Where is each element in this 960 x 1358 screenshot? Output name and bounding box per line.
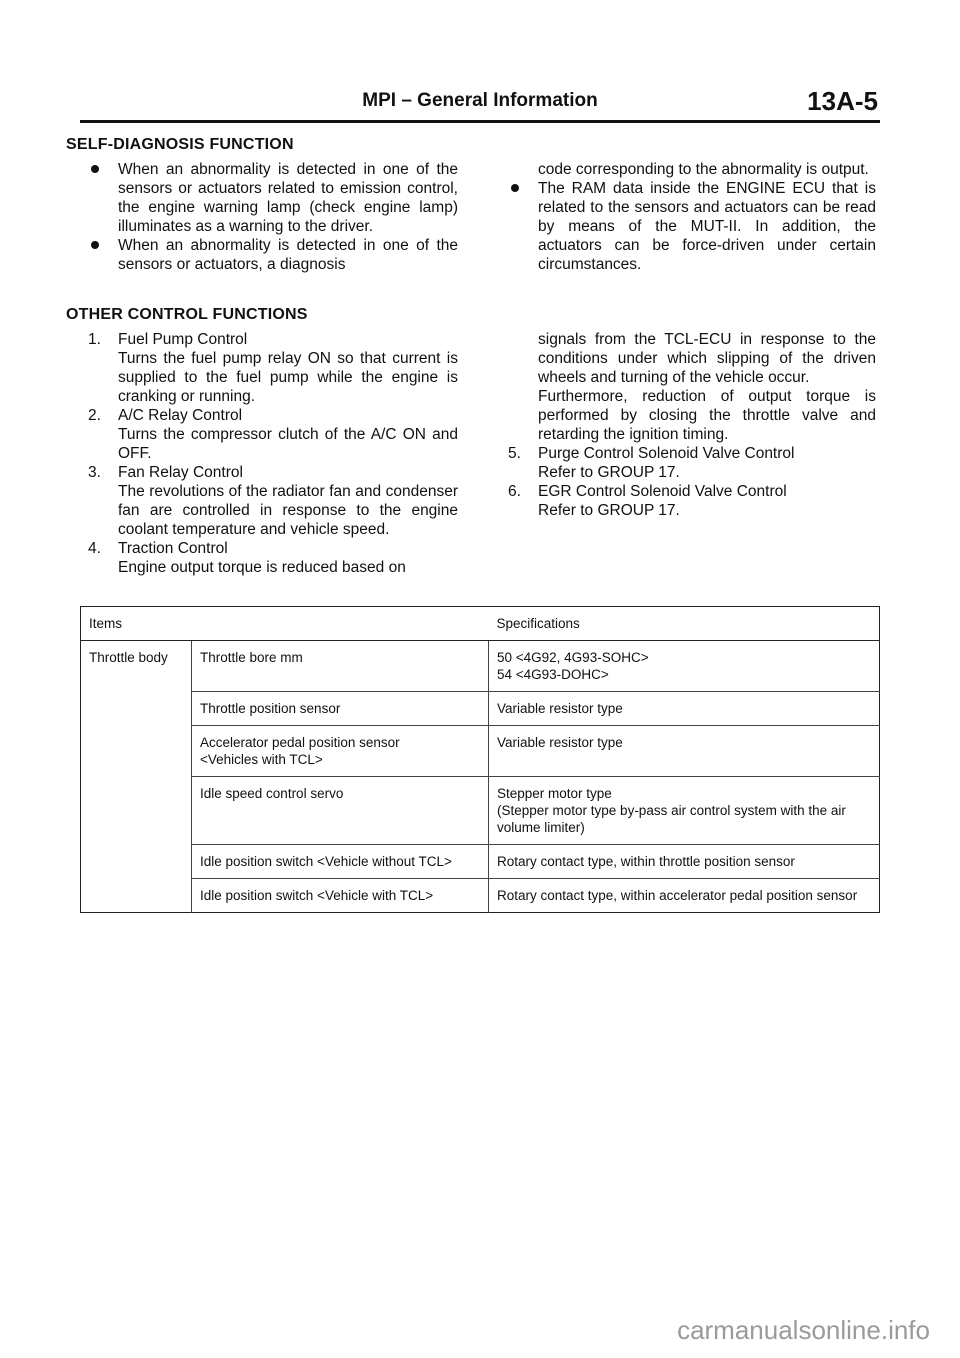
item-cell: Idle position switch <Vehicle with TCL> bbox=[192, 879, 489, 913]
bullet-dot-icon bbox=[511, 184, 519, 192]
continued-text: code corresponding to the abnormality is output. bbox=[538, 161, 869, 178]
numbered-item bbox=[80, 463, 458, 539]
group-throttle-body: Throttle body bbox=[81, 641, 192, 913]
table-row bbox=[81, 777, 880, 845]
item-title: Purge Control Solenoid Valve Control bbox=[538, 445, 795, 462]
item-body: Refer to GROUP 17. bbox=[538, 502, 680, 519]
header-items: Items bbox=[81, 607, 489, 641]
spec-cell: 50 <4G92, 4G93-SOHC> 54 <4G93-DOHC> bbox=[489, 641, 880, 692]
self-diagnosis-left-column bbox=[80, 160, 458, 274]
other-control-heading: OTHER CONTROL FUNCTIONS bbox=[66, 306, 308, 323]
header-specifications: Specifications bbox=[489, 607, 880, 641]
self-diagnosis-right-column bbox=[500, 160, 876, 274]
spec-cell: Rotary contact type, within accelerator pedal position sensor bbox=[497, 888, 858, 903]
spec-cell: Variable resistor type bbox=[489, 692, 880, 726]
item-cell: Idle position switch <Vehicle without TCL> bbox=[192, 845, 489, 879]
numbered-item bbox=[80, 539, 458, 577]
watermark: carmanualsonline.info bbox=[677, 1315, 930, 1345]
furthermore-text: Furthermore, reduction of output torque is performed by closing the throttle valve and retarding the ignition timing. bbox=[538, 388, 876, 443]
other-control-left-column bbox=[80, 330, 458, 577]
bullet-dot-icon bbox=[91, 241, 99, 249]
item-body: Engine output torque is reduced based on bbox=[118, 559, 406, 576]
item-number: 4. bbox=[88, 540, 101, 557]
item-cell: Idle speed control servo bbox=[192, 777, 489, 845]
bullet-text: The RAM data inside the ENGINE ECU that is related to the sensors and actuators can be read by means of the MUT-II. In addition, the actuators can be force-driven under certain circumstances. bbox=[538, 180, 876, 273]
item-number: 1. bbox=[88, 331, 101, 348]
item-body: Turns the compressor clutch of the A/C ON and OFF. bbox=[118, 426, 458, 462]
table-header-row bbox=[81, 607, 880, 641]
item-cell: Throttle bore mm bbox=[192, 641, 489, 692]
bullet-text: When an abnormality is detected in one of the sensors or actuators related to emission control, the engine warning lamp (check engine lamp) illuminates as a warning to the driver. bbox=[118, 161, 458, 235]
item-number: 5. bbox=[508, 445, 521, 462]
page-number: 13A-5 bbox=[807, 86, 878, 116]
page-title: MPI – General Information bbox=[362, 90, 598, 111]
item-number: 6. bbox=[508, 483, 521, 500]
item-cell: Throttle position sensor bbox=[192, 692, 489, 726]
bullet-text: When an abnormality is detected in one of the sensors or actuators, a diagnosis bbox=[118, 237, 458, 273]
spec-cell: Variable resistor type bbox=[489, 726, 880, 777]
item-number: 2. bbox=[88, 407, 101, 424]
self-diagnosis-heading: SELF-DIAGNOSIS FUNCTION bbox=[66, 136, 294, 153]
item-body: The revolutions of the radiator fan and condenser fan are controlled in response to the engine coolant temperature and vehicle speed. bbox=[118, 483, 458, 538]
item-title: Fan Relay Control bbox=[118, 464, 243, 481]
continued-text: signals from the TCL-ECU in response to the conditions under which slipping of the driven wheels and turning of the vehicle occur. bbox=[538, 331, 876, 386]
numbered-item bbox=[80, 406, 458, 463]
table-row bbox=[81, 726, 880, 777]
item-body: Refer to GROUP 17. bbox=[538, 464, 680, 481]
page-header bbox=[80, 88, 880, 123]
other-control-right-column bbox=[500, 330, 876, 520]
bullet-item bbox=[80, 160, 458, 236]
item-body: Turns the fuel pump relay ON so that current is supplied to the fuel pump while the engine is cranking or running. bbox=[118, 350, 458, 405]
table-row bbox=[81, 641, 880, 692]
item-number: 3. bbox=[88, 464, 101, 481]
numbered-item bbox=[500, 444, 876, 482]
item-title: Fuel Pump Control bbox=[118, 331, 248, 348]
item-title: Traction Control bbox=[118, 540, 228, 557]
item-title: EGR Control Solenoid Valve Control bbox=[538, 483, 787, 500]
specifications-table bbox=[80, 606, 880, 913]
bullet-dot-icon bbox=[91, 165, 99, 173]
table-row bbox=[81, 845, 880, 879]
bullet-item bbox=[80, 236, 458, 274]
spec-cell: Stepper motor type (Stepper motor type by-pass air control system with the air volume limiter) bbox=[489, 777, 880, 845]
spec-cell: Rotary contact type, within throttle position sensor bbox=[489, 845, 880, 879]
bullet-item bbox=[500, 179, 876, 274]
item-title: A/C Relay Control bbox=[118, 407, 243, 424]
table-row bbox=[81, 692, 880, 726]
item-cell: Accelerator pedal position sensor <Vehicles with TCL> bbox=[192, 726, 489, 777]
table-row bbox=[81, 879, 880, 913]
numbered-item bbox=[500, 482, 876, 520]
numbered-item bbox=[80, 330, 458, 406]
